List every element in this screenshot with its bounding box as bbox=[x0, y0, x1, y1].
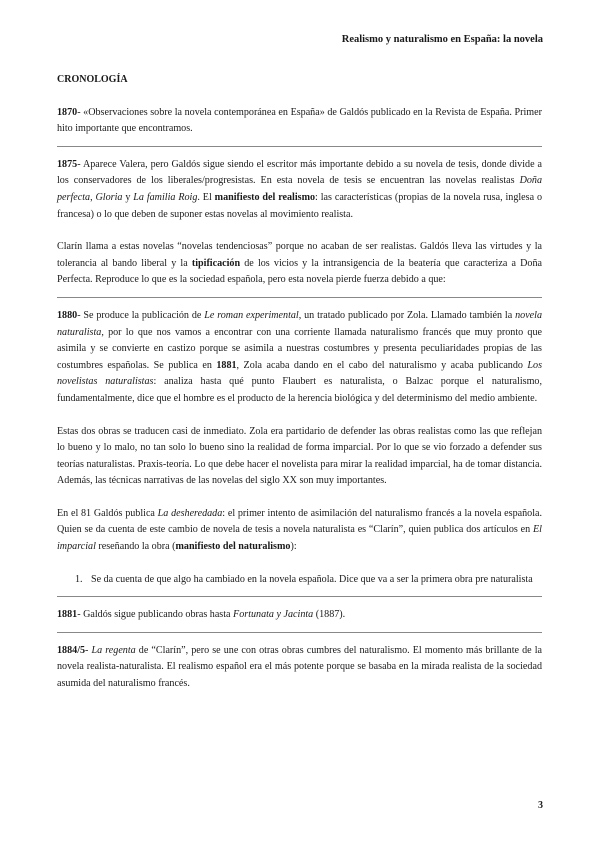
entry-1870 bbox=[57, 105, 542, 138]
paragraph-clarin: Clarín llama a estas novelas “novelas tendenciosas” porque no acaban de ser realistas. Galdós lleva las virtudes y la tolerancia al bando liberal y la tipificación de los vicios y la intransigencia de la beatería que caracteriza a Doña Perfecta. Reproduce lo que es la sociedad española, pero esta novela pierde fuerza debido a que: bbox=[57, 241, 542, 286]
section-title: CRONOLOGÍA bbox=[57, 74, 128, 85]
running-header: Realismo y naturalismo en España: la novela bbox=[341, 34, 543, 45]
entry-1884: 1884/5- La regenta de “Clarín”, pero se une con otras obras cumbres del naturalismo. El momento más brillante de la novela realista-naturalista. El realismo español era el más potente porque se basaba en la mirada realista de la sociedad asumida del naturalismo francés. bbox=[57, 644, 542, 690]
divider bbox=[57, 632, 542, 633]
divider bbox=[57, 297, 542, 298]
entry-1880: 1880- Se produce la publicación de Le roman experimental, un tratado publicado por Zola. Llamado también la novela naturalista, por lo que nos vamos a encontrar con una corriente llamada naturalismo francés que muy pronto que asimila y se convierte en castizo porque se asimila a nuestras costumbres y presenta peculiaridades propias de las costumbres españolas. Se publica en 1881, Zola acaba dando en el cabo del naturalismo y acaba publicando Los novelistas naturalistas: analiza hasta qué punto Flaubert es naturalista, o Balzac porque el naturalismo, fundamentalmente, dice que el hombre es el producto de la herencia biológica y del determinismo del medio ambiente. bbox=[57, 309, 542, 404]
divider bbox=[57, 146, 542, 147]
entry-year: 1870 bbox=[57, 106, 78, 118]
list-number: 1. bbox=[75, 573, 83, 585]
entry-year: 1881 bbox=[57, 609, 78, 621]
paragraph-zola: Estas dos obras se traducen casi de inmediato. Zola era partidario de defender las obras realistas como las que reflejan lo bueno y lo malo, no tan solo lo bueno sino la realidad de forma imparcial. Por lo que se vio forzado a defender sus teorías naturalistas. Praxis-teoría. Lo que debe hacer el novelista para mirar la realidad imparcial, ha de tomar distancia. Además, las técnicas narrativas de las novelas del siglo XX son muy importantes. bbox=[57, 425, 542, 487]
numbered-list-item bbox=[75, 572, 542, 589]
entry-year: 1875 bbox=[57, 158, 78, 170]
paragraph-desheredada: En el 81 Galdós publica La desheredada: el primer intento de asimilación del naturalismo francés a la novela española. Quien se da cuenta de este cambio de novela de tesis a novela naturalista es “Clarín”, quien publica dos artículos en El imparcial reseñando la obra (manifiesto del naturalismo): bbox=[57, 507, 543, 553]
entry-1881: 1881- Galdós sigue publicando obras hasta Fortunata y Jacinta (1887). bbox=[57, 609, 346, 621]
entry-text: - «Observaciones sobre la novela contemporánea en España» de Galdós publicado en la Revista de España. Primer hito importante que encontramos. bbox=[57, 106, 542, 135]
document-body bbox=[57, 72, 542, 693]
entry-year: 1880 bbox=[57, 309, 78, 321]
page-number: 3 bbox=[538, 800, 543, 811]
entry-year: 1884/5 bbox=[57, 644, 86, 656]
list-text: Se da cuenta de que algo ha cambiado en la novela española. Dice que va a ser la primera obra pre naturalista bbox=[91, 573, 533, 585]
entry-1875: 1875- Aparece Valera, pero Galdós sigue siendo el escritor más importante debido a su novela de tesis, donde divide a los conservadores de los liberales/progresistas. En esta novela de tesis se encuentran las novelas realistas Doña perfecta, Gloria y La familia Roig. El manifiesto del realismo: las características (propias de la novela rusa, inglesa o francesa) o lo que deben de suponer estas novelas al movimiento realista. bbox=[57, 158, 543, 220]
divider bbox=[57, 596, 542, 597]
